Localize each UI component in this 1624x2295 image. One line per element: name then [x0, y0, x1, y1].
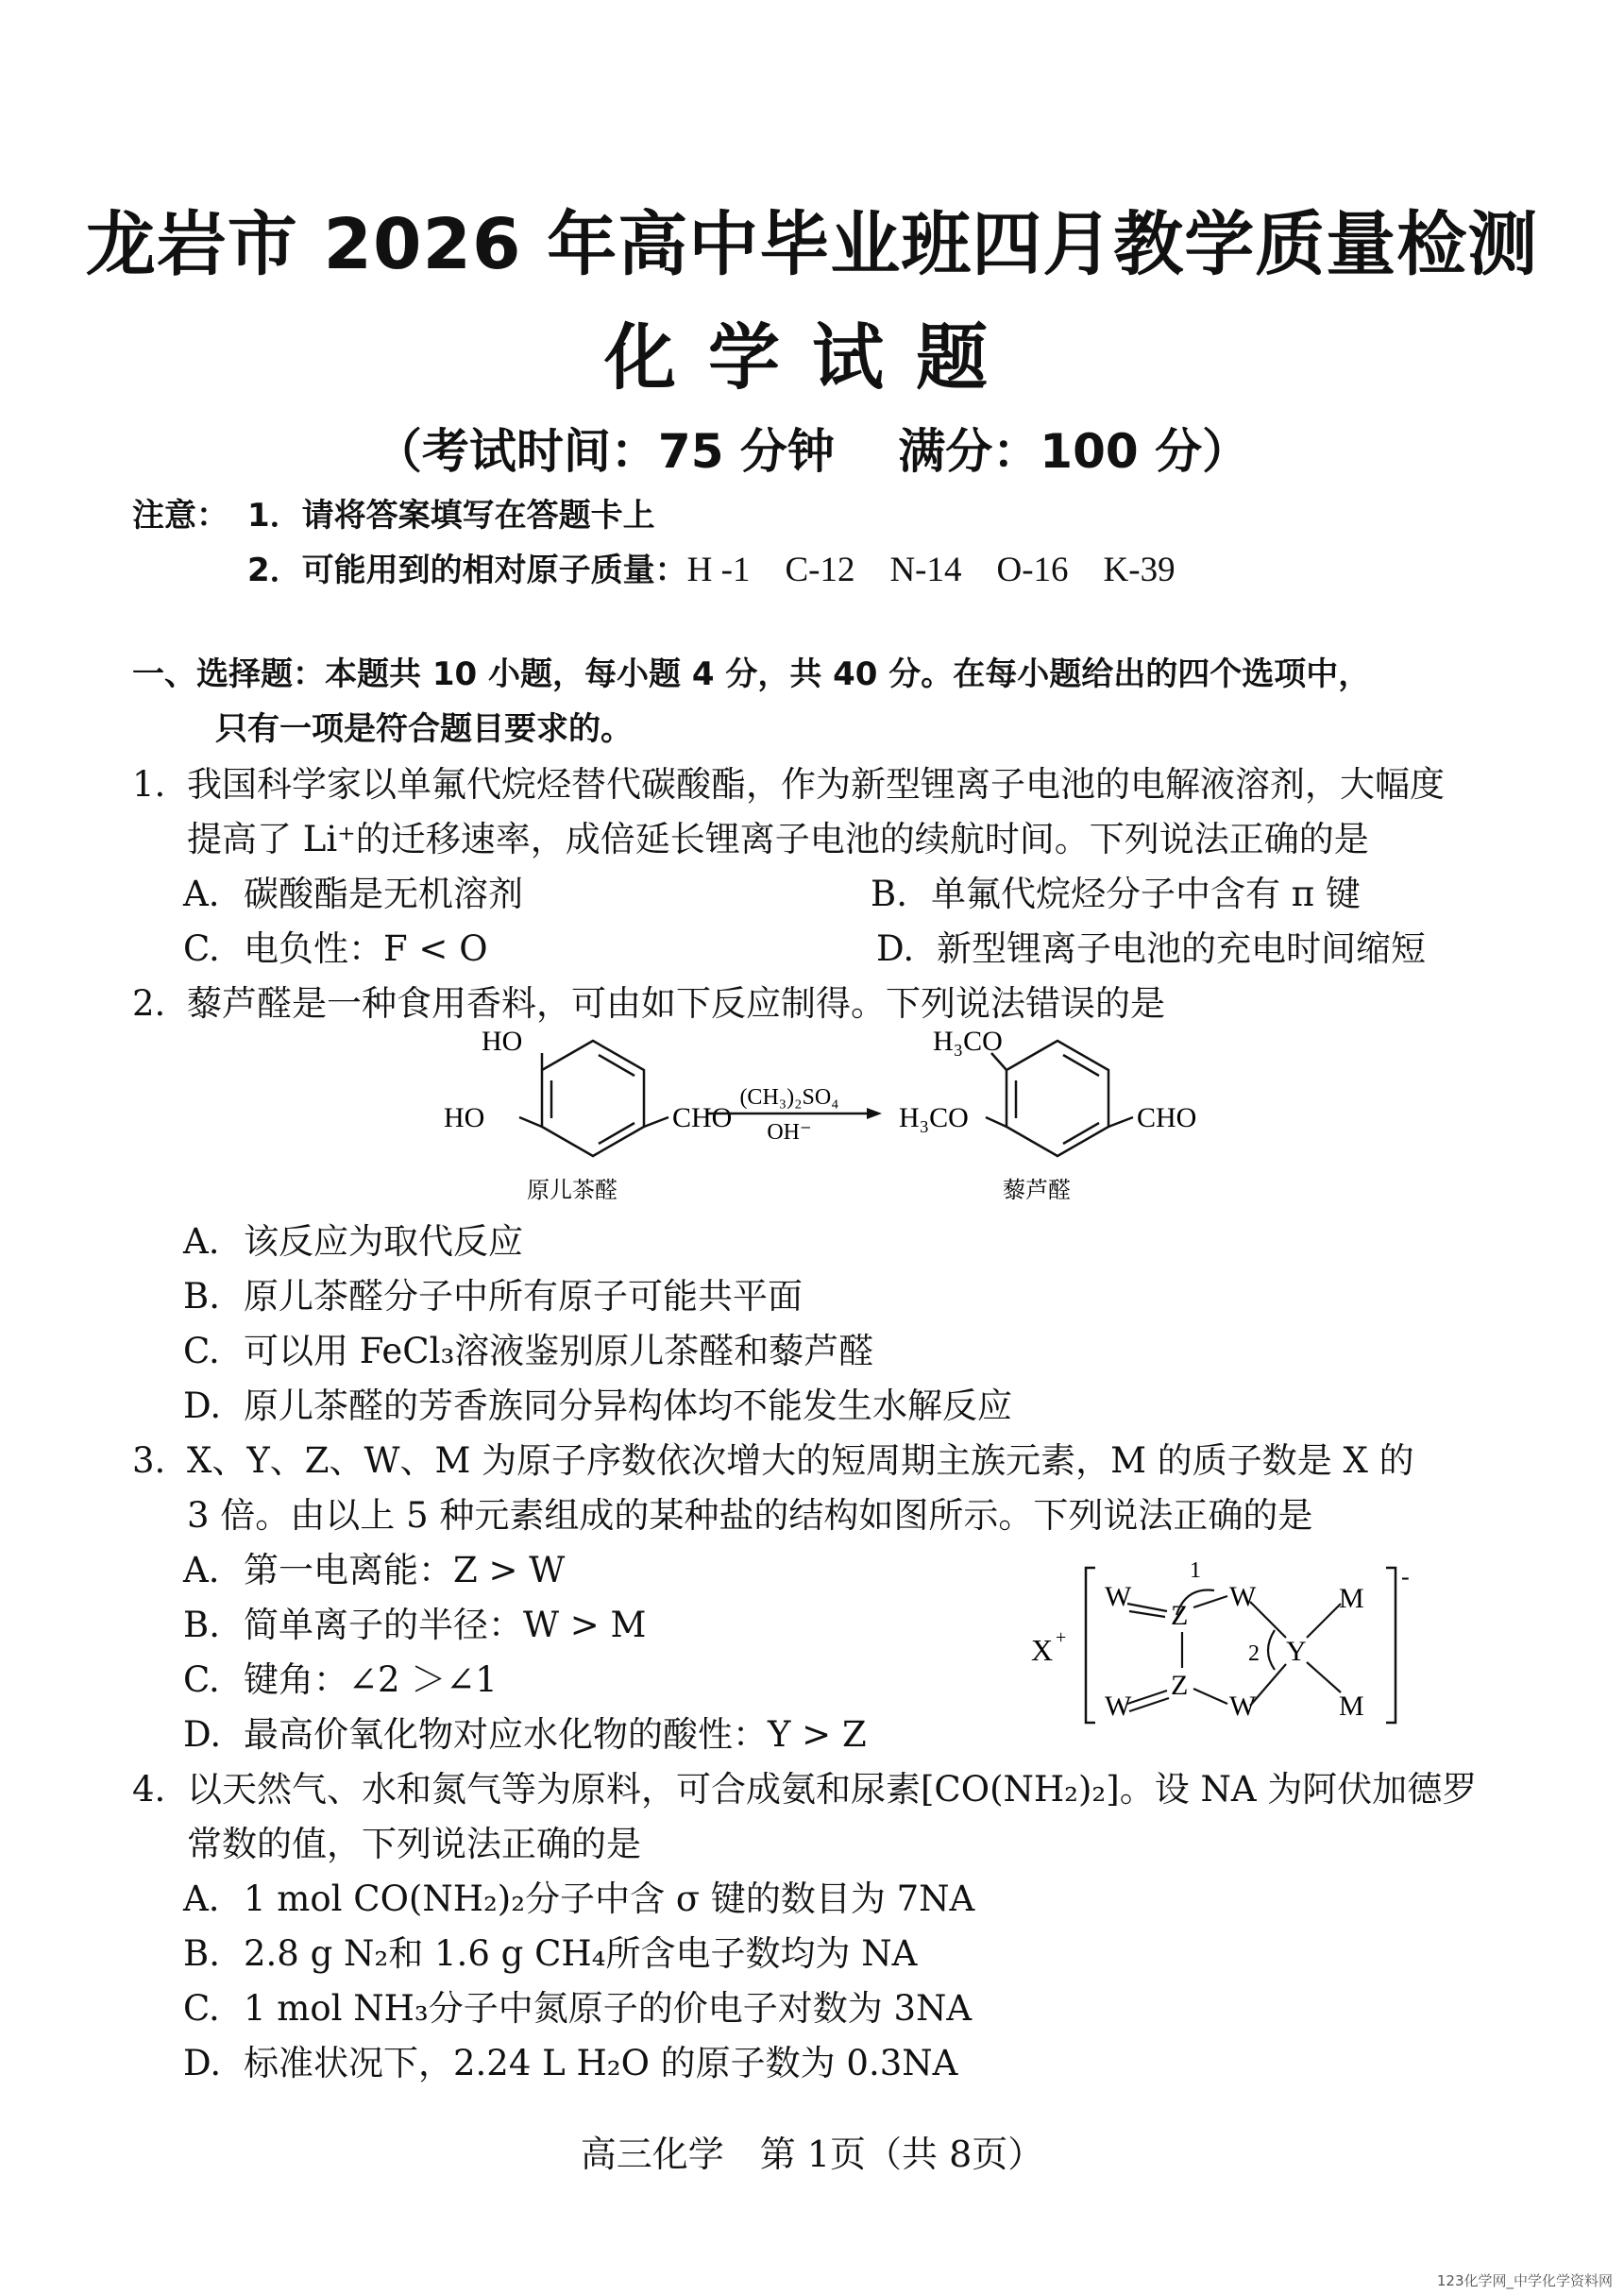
question-3-stem: X、Y、Z、W、M 为原子序数依次增大的短周期主族元素，M 的质子数是 X 的 [187, 1440, 1414, 1481]
product-left-group: H₃CO [899, 1102, 969, 1133]
q1-option-d[interactable]: D. 新型锂离子电池的充电时间缩短 [876, 928, 1426, 969]
reaction-scheme [0, 1020, 1624, 1209]
note-item-1: 1．请将答案填写在答题卡上 [247, 497, 655, 535]
atom-w-top-right: W [1229, 1581, 1257, 1612]
q4-option-d[interactable]: D. 标准状况下，2.24 L H₂O 的原子数为 0.3NA [183, 2043, 958, 2083]
question-2-line-1 [132, 975, 1165, 1026]
q3-option-c[interactable]: C. 键角：∠2 ＞∠1 [183, 1659, 498, 1700]
notes-label: 注意： [132, 497, 228, 535]
anion-charge: - [1401, 1563, 1410, 1590]
atom-w-bottom-right: W [1229, 1691, 1257, 1722]
section-1-header: 一、选择题：本题共 10 小题，每小题 4 分，共 40 分。在每小题给出的四个选项中， [132, 655, 1371, 693]
angle-2-label: 2 [1248, 1641, 1260, 1666]
reagent-bottom: OH⁻ [767, 1120, 812, 1145]
q1-option-c[interactable]: C. 电负性：F < O [183, 928, 488, 969]
q2-option-d[interactable]: D. 原儿茶醛的芳香族同分异构体均不能发生水解反应 [183, 1386, 1012, 1426]
right-bracket [1386, 1568, 1396, 1723]
product-name: 藜芦醛 [1003, 1179, 1071, 1203]
atomic-masses: H -1 C-12 N-14 O-16 K-39 [686, 551, 1176, 589]
reagent-top: (CH₃)₂SO₄ [739, 1085, 839, 1110]
q2-option-a[interactable]: A. 该反应为取代反应 [183, 1221, 523, 1262]
atom-m-top: M [1339, 1583, 1364, 1614]
product-right-group: CHO [1137, 1102, 1197, 1133]
question-number: 4. [132, 1769, 166, 1810]
question-number: 2. [132, 983, 166, 1024]
q4-option-b[interactable]: B. 2.8 g N₂和 1.6 g CH₄所含电子数均为 NA [183, 1933, 918, 1974]
question-3-line-1 [132, 1432, 1414, 1483]
atom-z-bottom: Z [1171, 1670, 1189, 1701]
left-bracket [1086, 1568, 1095, 1723]
question-1-line-1 [132, 756, 1445, 807]
product-structure [986, 1041, 1133, 1156]
reactant-structure [519, 1041, 668, 1156]
exam-title: 龙岩市 2026 年高中毕业班四月教学质量检测 [85, 204, 1539, 285]
atom-z-top: Z [1171, 1600, 1189, 1631]
question-2-stem: 藜芦醛是一种食用香料，可由如下反应制得。下列说法错误的是 [187, 983, 1165, 1024]
question-4-line-1 [132, 1760, 1477, 1811]
q4-option-a[interactable]: A. 1 mol CO(NH₂)₂分子中含 σ 键的数目为 7NA [183, 1878, 975, 1919]
q1-option-b[interactable]: B. 单氟代烷烃分子中含有 π 键 [871, 874, 1361, 914]
subject-title: 化学试题 [604, 315, 1020, 400]
question-4-line-2: 常数的值，下列说法正确的是 [187, 1824, 641, 1864]
q4-option-c[interactable]: C. 1 mol NH₃分子中氮原子的价电子对数为 3NA [183, 1988, 973, 2029]
question-number: 3. [132, 1440, 166, 1481]
note-item-2 [247, 540, 1176, 591]
question-3-line-2: 3 倍。由以上 5 种元素组成的某种盐的结构如图所示。下列说法正确的是 [187, 1495, 1313, 1536]
atom-w-top-left: W [1105, 1581, 1132, 1612]
reactant-name: 原儿茶醛 [527, 1179, 617, 1203]
q1-option-a[interactable]: A. 碳酸酯是无机溶剂 [183, 874, 523, 914]
q2-option-c[interactable]: C. 可以用 FeCl₃溶液鉴别原儿茶醛和藜芦醛 [183, 1331, 874, 1371]
q3-option-b[interactable]: B. 简单离子的半径：W > M [183, 1605, 647, 1645]
q3-option-a[interactable]: A. 第一电离能：Z > W [183, 1550, 566, 1590]
cation-symbol: X [1031, 1633, 1054, 1667]
question-4-stem: 以天然气、水和氮气等为原料，可合成氨和尿素[CO(NH₂)₂]。设 NA 为阿伏加德罗 [187, 1769, 1478, 1810]
atom-y: Y [1286, 1636, 1307, 1667]
atom-m-bottom: M [1339, 1691, 1364, 1722]
watermark: 123化学网_中学化学资料网 [1436, 2272, 1613, 2289]
q3-option-d[interactable]: D. 最高价氧化物对应水化物的酸性：Y > Z [183, 1714, 867, 1755]
exam-info: （考试时间：75 分钟 满分：100 分） [374, 424, 1250, 479]
q2-option-b[interactable]: B. 原儿茶醛分子中所有原子可能共平面 [183, 1276, 803, 1317]
reactant-right-group: CHO [672, 1102, 733, 1133]
product-top-group: H₃CO [933, 1026, 1003, 1057]
question-1-stem: 我国科学家以单氟代烷烃替代碳酸酯，作为新型锂离子电池的电解液溶剂，大幅度 [187, 764, 1445, 805]
question-1-line-2: 提高了 Li⁺的迁移速率，成倍延长锂离子电池的续航时间。下列说法正确的是 [187, 819, 1369, 859]
reactant-left-group: HO [444, 1102, 485, 1133]
reactant-top-group: HO [482, 1026, 523, 1057]
section-1-header-cont: 只有一项是符合题目要求的。 [215, 710, 633, 748]
salt-structure-diagram [1020, 1549, 1454, 1738]
atom-w-bottom-left: W [1105, 1691, 1132, 1722]
angle-1-label: 1 [1190, 1558, 1201, 1583]
note-item-2-label: 2．可能用到的相对原子质量： [247, 552, 687, 589]
page-footer: 高三化学 第 1页（共 8页） [580, 2134, 1044, 2175]
arrow-head [867, 1108, 882, 1119]
cation-charge: + [1056, 1627, 1067, 1648]
question-number: 1. [132, 764, 166, 805]
